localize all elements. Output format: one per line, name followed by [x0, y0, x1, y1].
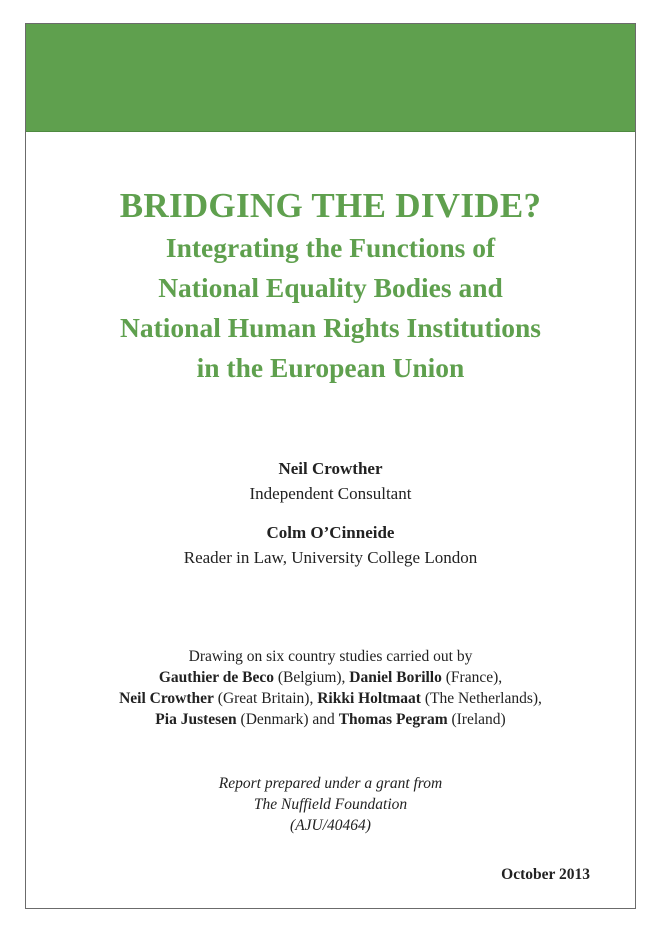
title-block — [26, 184, 635, 388]
author-role: Independent Consultant — [249, 484, 412, 503]
contributor-country: (Ireland) — [451, 711, 506, 728]
country-studies — [26, 646, 635, 730]
author-name: Neil Crowther — [278, 459, 383, 478]
contributor-name: Neil Crowther — [119, 690, 214, 707]
grant-line: Report prepared under a grant from — [218, 775, 443, 792]
grant-reference: (AJU/40464) — [290, 817, 371, 834]
contributor-name: Daniel Borillo — [349, 669, 442, 686]
report-title: BRIDGING THE DIVIDE? — [119, 186, 542, 225]
author-name: Colm O’Cinneide — [266, 523, 395, 542]
contributor-name: Gauthier de Beco — [158, 669, 274, 686]
contributors-line: Pia Justesen (Denmark) and Thomas Pegram (Ireland) — [155, 711, 506, 728]
contributor-country: (Denmark) — [240, 711, 309, 728]
contributor-name: Rikki Holtmaat — [317, 690, 421, 707]
contributor-name: Thomas Pegram — [338, 711, 448, 728]
grant-line: The Nuffield Foundation — [253, 796, 408, 813]
contributors-line: Neil Crowther (Great Britain), Rikki Holtmaat (The Netherlands), — [119, 690, 542, 707]
subtitle-line: Integrating the Functions of — [165, 232, 496, 263]
cover-page — [25, 23, 636, 909]
grant-note — [26, 773, 635, 836]
subtitle-line: in the European Union — [196, 352, 465, 383]
contributors-line: Gauthier de Beco (Belgium), Daniel Borillo (France), — [158, 669, 503, 686]
publication-date: October 2013 — [501, 866, 590, 883]
contributor-country: (Belgium) — [277, 669, 342, 686]
header-banner — [26, 24, 635, 132]
studies-intro: Drawing on six country studies carried out by — [188, 648, 473, 665]
subtitle-line: National Human Rights Institutions — [120, 312, 541, 343]
contributor-name: Pia Justesen — [155, 711, 237, 728]
contributor-country: (Great Britain) — [217, 690, 310, 707]
author-role: Reader in Law, University College London — [183, 548, 478, 567]
contributor-country: (France) — [445, 669, 499, 686]
contributor-country: (The Netherlands) — [424, 690, 539, 707]
subtitle-line: National Equality Bodies and — [158, 272, 503, 303]
authors-block — [26, 456, 635, 570]
